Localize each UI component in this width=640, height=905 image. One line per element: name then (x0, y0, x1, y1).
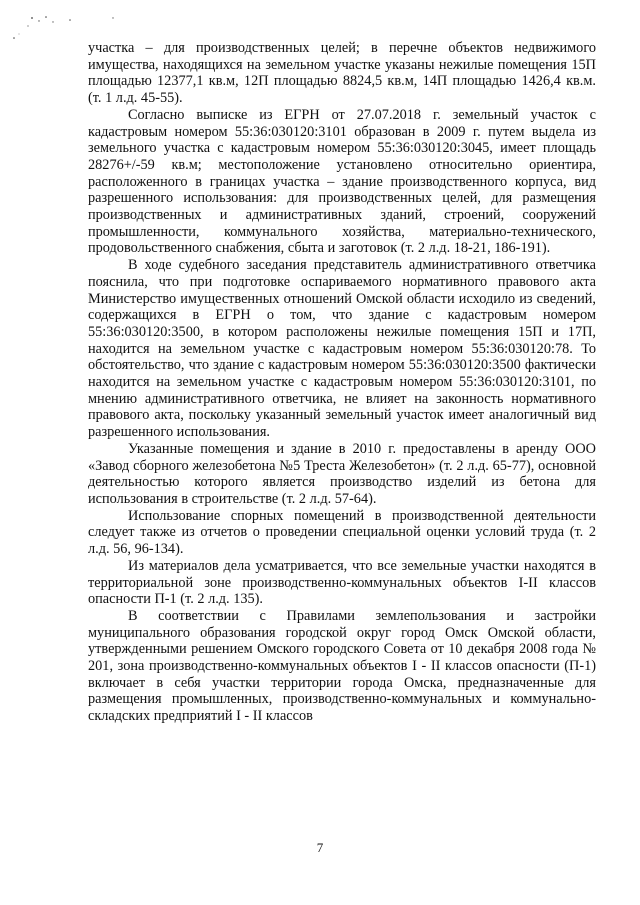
paragraph: В соответствии с Правилами землепользования и застройки муниципального образования городской округ город Омск Омской области, утвержденными решением Омского городского Совета от 10 декабря 2008 года № 201, зона производственно-коммунальных объектов I - II классов опасности (П-1) включает в себя участки территории города Омска, предназначенные для размещения промышленных, производственно-коммунальных и коммунально-складских предприятий I - II классов (88, 607, 596, 725)
paragraph: Согласно выписке из ЕГРН от 27.07.2018 г. земельный участок с кадастровым номером 55:36:030120:3101 образован в 2009 г. путем выдела из земельного участка с кадастровым номером 55:36:030120:3045, имеет площадь 28276+/-59 кв.м; местоположение установлено относительно ориентира, расположенного в границах участка – здание производственного корпуса, вид разрешенного использования: для производственных целей, для размещения производственных и административных зданий, строений, сооружений промышленности, коммунального хозяйства, материально-технического, продовольственного снабжения, сбыта и заготовок (т. 2 л.д. 18-21, 186-191). (88, 106, 596, 257)
document-body (88, 40, 596, 725)
paragraph: Из материалов дела усматривается, что все земельные участки находятся в территориальной зоне производственно-коммунальных объектов I-II классов опасности П-1 (т. 2 л.д. 135). (88, 557, 596, 608)
paragraph: Указанные помещения и здание в 2010 г. предоставлены в аренду ООО «Завод сборного железобетона №5 Треста Железобетон» (т. 2 л.д. 65-77), основной деятельностью которого является производство изделий из бетона для использования в строительстве (т. 2 л.д. 57-64). (88, 440, 596, 507)
paragraph: Использование спорных помещений в производственной деятельности следует также из отчетов о проведении специальной оценки условий труда (т. 2 л.д. 56, 96-134). (88, 507, 596, 558)
paragraph: В ходе судебного заседания представитель административного ответчика пояснила, что при подготовке оспариваемого нормативного правового акта Министерство имущественных отношений Омской области исходило из сведений, содержащихся в ЕГРН о том, что здание с кадастровым номером 55:36:030120:3500, в котором расположены нежилые помещения 15П и 17П, находится на земельном участке с кадастровым номером 55:36:030120:78. То обстоятельство, что здание с кадастровым номером 55:36:030120:3500 фактически находится на земельном участке с кадастровым номером 55:36:030120:3101, по мнению административного ответчика, не влияет на законность нормативного правового акта, поскольку указанный земельный участок имеет аналогичный вид разрешенного использования. (88, 257, 596, 441)
paragraph: участка – для производственных целей; в перечне объектов недвижимого имущества, находящихся на земельном участке указаны нежилые помещения 15П площадью 12377,1 кв.м, 12П площадью 8824,5 кв.м, 14П площадью 1426,4 кв.м. (т. 1 л.д. 45-55). (88, 40, 596, 107)
page-number: 7 (316, 840, 324, 855)
